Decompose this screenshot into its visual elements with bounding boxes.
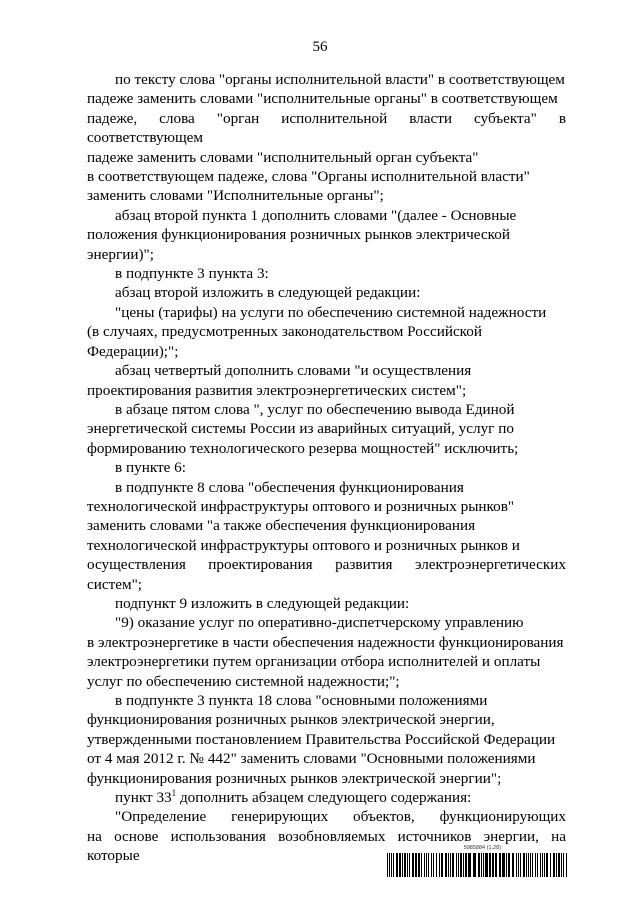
page-number: 56 xyxy=(312,39,328,55)
paragraph-renaming-executive-bodies: по тексту слова "органы исполнительной власти" в соответствующем падеже заменить словами "исполнительные органы" в соответствующем падеже, слова "орган исполнительной власти субъекта" в соответствующем падеже заменить словами "исполнительный орган субъекта" в соответствующем падеже, слова "Органы исполнительной власти" заменить словами "Исполнительные органы"; xyxy=(87,71,566,205)
paragraph-subpoint-9-edit: подпункт 9 изложить в следующей редакции: xyxy=(115,594,410,612)
paragraph-tariffs-quote: "цены (тарифы) на услуги по обеспечению системной надежности (в случаях, предусмотренных законодательством Российской Федерации);"; xyxy=(87,303,547,360)
paragraph-point-33-1-after: дополнить абзацем следующего содержания: xyxy=(176,789,472,807)
paragraph-subpoint-8-replacement: в подпункте 8 слова "обеспечения функционирования технологической инфраструктуры оптового и розничных рынков" заменить словами "а также обеспечения функционирования технологической инфраструктуры оптового и розничных рынков и осуществления проектирования развития электроэнергетических систем"; xyxy=(87,478,566,593)
barcode-number: 5985884 (1.28) xyxy=(463,845,501,851)
barcode-graphic xyxy=(387,853,567,877)
document-body xyxy=(87,70,566,866)
paragraph-fourth-abzac-addition: абзац четвертый дополнить словами "и осуществления проектирования развития электроэнергетических систем"; xyxy=(87,362,472,399)
paragraph-point-6: в пункте 6: xyxy=(115,459,186,477)
paragraph-fifth-abzac-exclusion: в абзаце пятом слова ", услуг по обеспечению вывода Единой энергетической системы России из аварийных ситуаций, услуг по формированию технологического резерва мощностей" исключить; xyxy=(87,400,519,457)
paragraph-subpoint-9-quote: "9) оказание услуг по оперативно-диспетчерскому управлению в электроэнергетике в части обеспечения надежности функционирования электроэнергетики путем организации отбора исполнителей и оплаты услуг по обеспечению системной надежности;"; xyxy=(87,614,564,690)
paragraph-point-33-1-before: пункт 33 xyxy=(115,789,172,807)
paragraph-point-1-addition: абзац второй пункта 1 дополнить словами "(далее - Основные положения функционирования розничных рынков электрической энергии)"; xyxy=(87,206,517,263)
paragraph-generating-objects-quote: "Определение генерирующих объектов, функционирующих на основе использования возобновляемых источников энергии, на которые xyxy=(87,808,566,865)
barcode-block xyxy=(387,845,567,877)
paragraph-second-abzac-edit: абзац второй изложить в следующей редакции: xyxy=(115,284,421,302)
paragraph-point-18-replacement: в подпункте 3 пункта 18 слова "основными положениями функционирования розничных рынков электрической энергии, утвержденными постановлением Правительства Российской Федерации от 4 мая 2012 г. № 442" заменить словами "Основными положениями функционирования розничных рынков электрической энергии"; xyxy=(87,692,556,787)
superscript-number: 1 xyxy=(171,787,177,798)
paragraph-subpoint-3-point-3: в подпункте 3 пункта 3: xyxy=(115,265,269,283)
paragraph-point-33-1-addition xyxy=(87,788,566,807)
